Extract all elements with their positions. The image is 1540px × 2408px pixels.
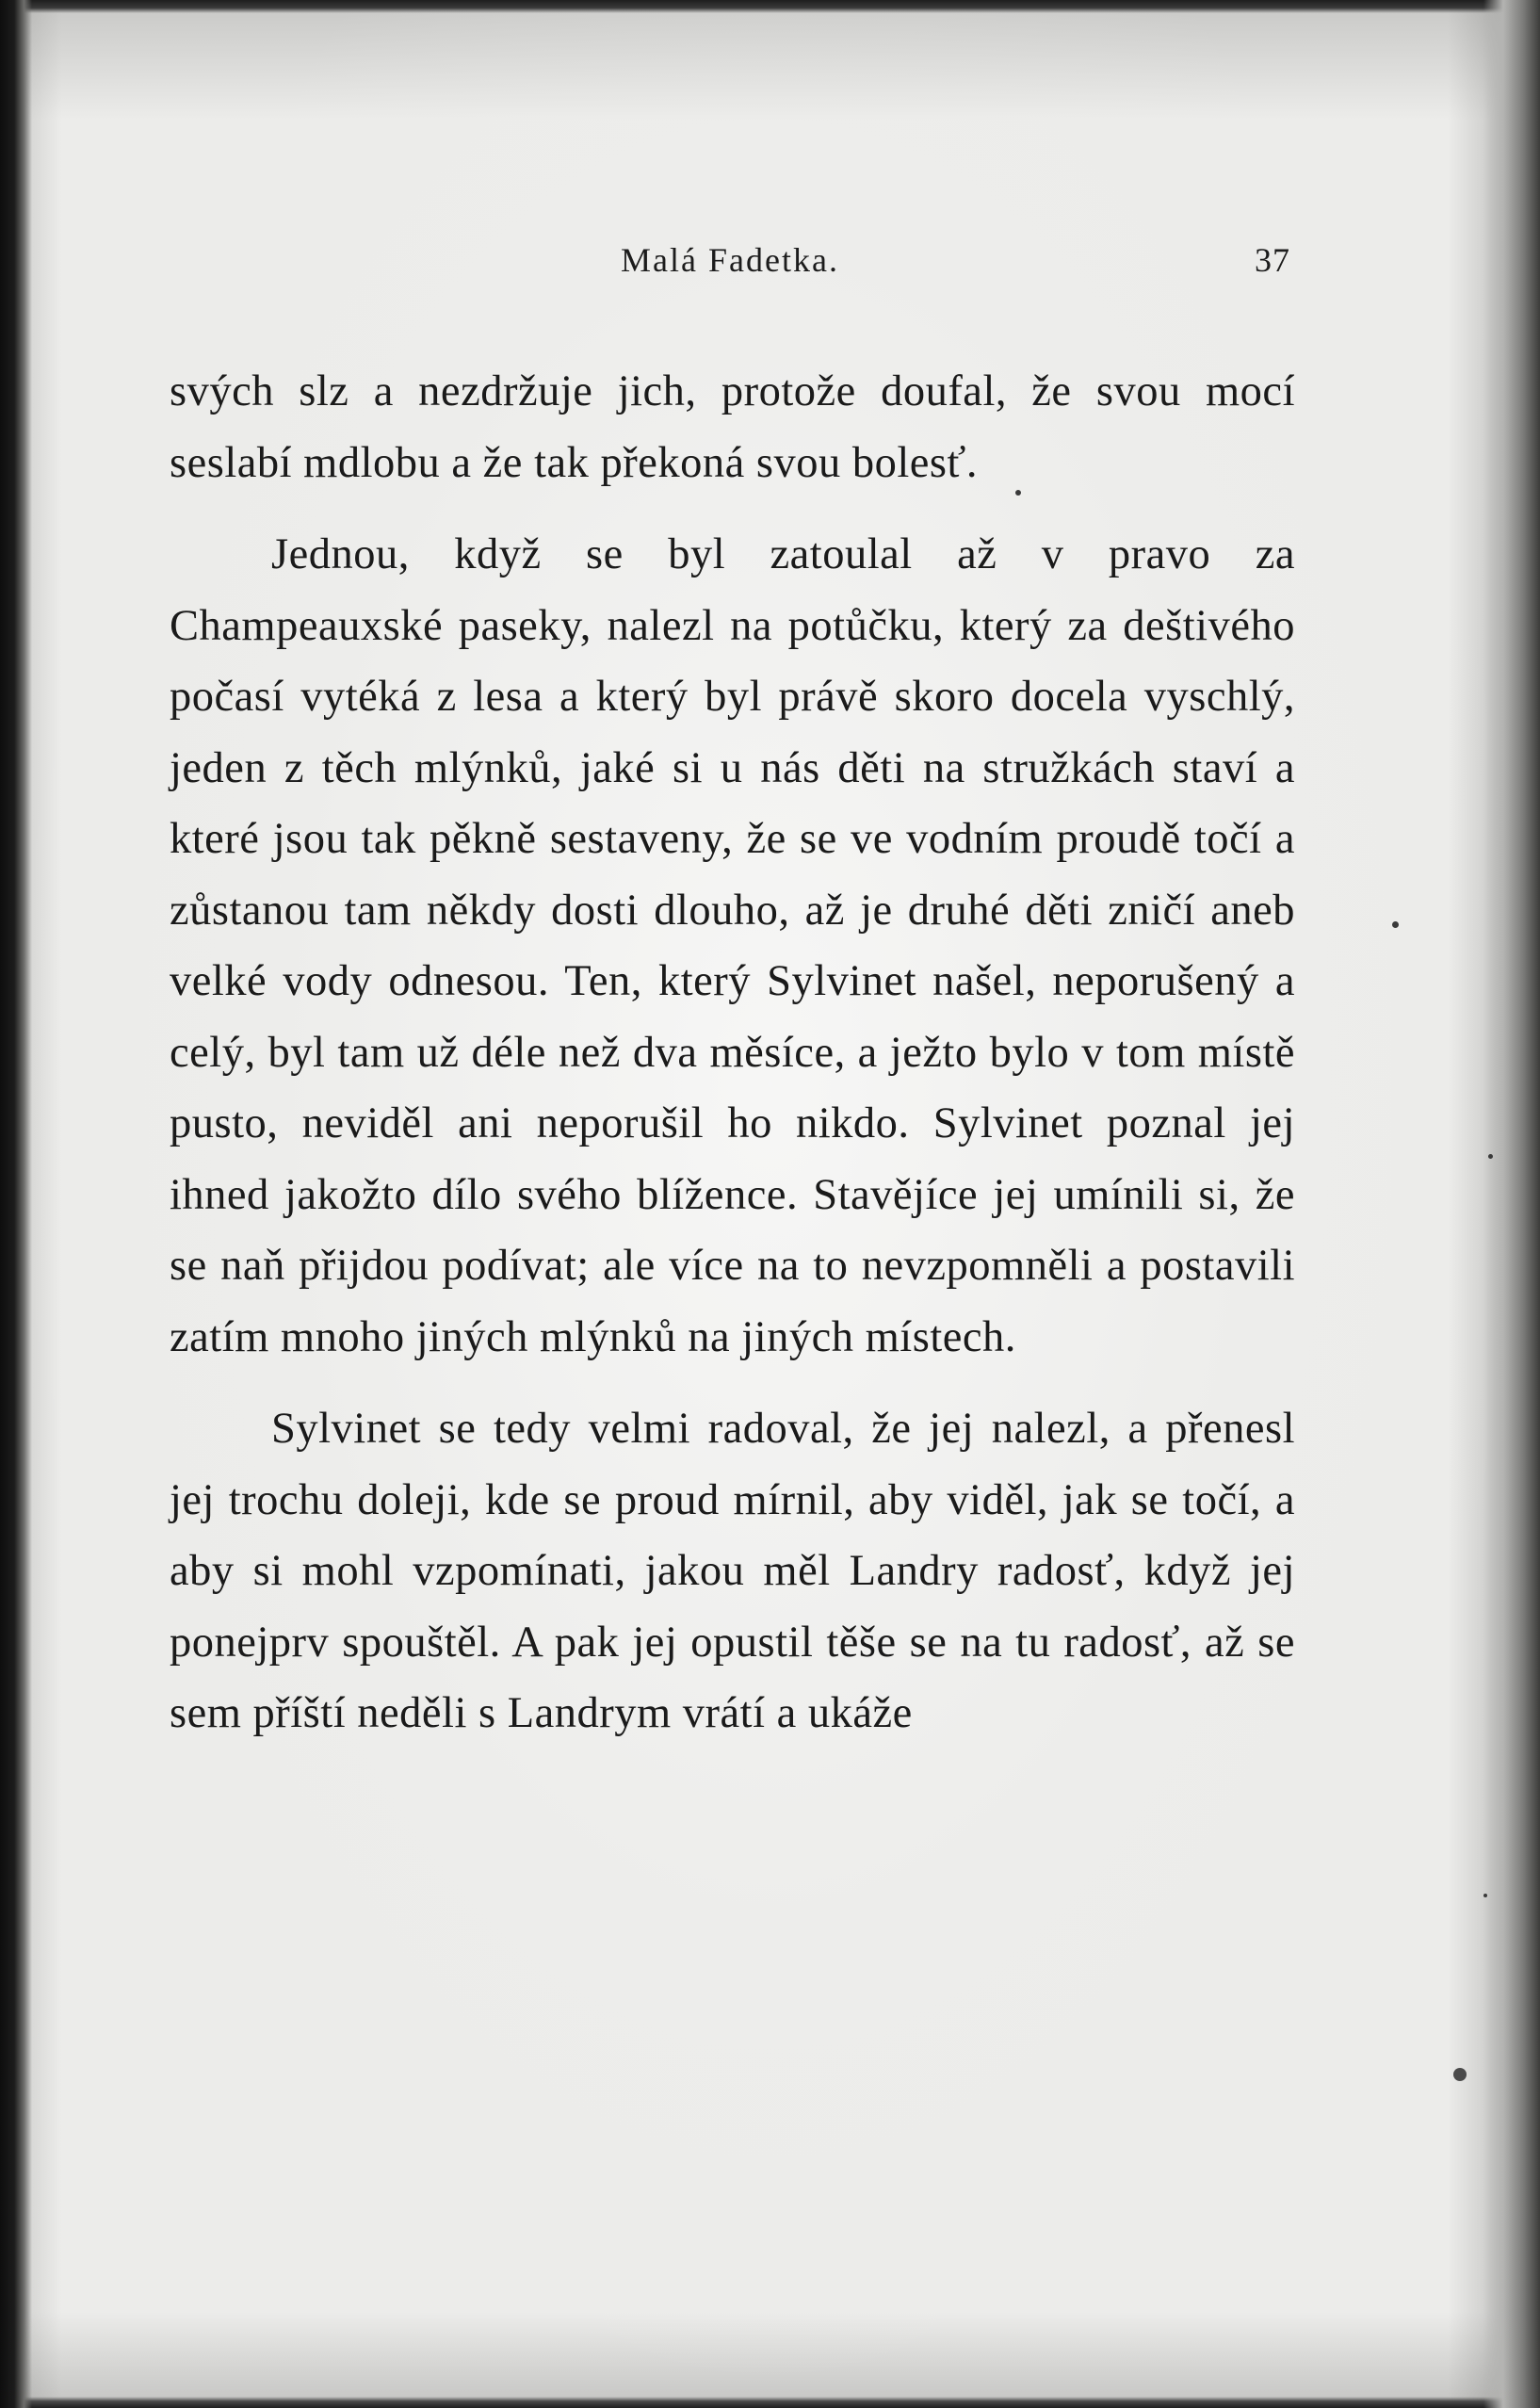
scan-edge-bottom xyxy=(0,2397,1540,2408)
dust-speck xyxy=(1392,921,1399,928)
page-number: 37 xyxy=(1255,241,1290,279)
running-title: Malá Fadetka. xyxy=(621,241,839,279)
paragraph: Jednou, když se byl zatoulal až v pravo za Champeauxské paseky, nalezl na potůčku, který za deštivého počasí vytéká z lesa a který byl právě skoro docela vyschlý, jeden z těch mlýnků, jaké si u nás děti na stružkách staví a které jsou tak pěkně sestaveny, že se ve vodním proudě točí a zůstanou tam někdy dosti dlouho, až je druhé děti zničí aneb velké vody odnesou. Ten, který Sylvinet našel, neporušený a celý, byl tam už déle než dva měsíce, a ježto bylo v tom místě pusto, neviděl ani neporušil ho nikdo. Sylvinet poznal jej ihned jakožto dílo svého blížence. Stavějíce jej umínili si, že se naň přijdou podívat; ale více na to nevzpomněli a postavili zatím mnoho jiných mlýnků na jiných místech. xyxy=(170,530,1295,1361)
scan-edge-right xyxy=(1483,0,1540,2408)
scan-edge-left xyxy=(0,0,32,2408)
dust-speck xyxy=(1483,1894,1487,1897)
dust-speck xyxy=(1453,2068,1467,2081)
page-header xyxy=(170,240,1290,287)
paragraph: Sylvinet se tedy velmi radoval, že jej nalezl, a přenesl jej trochu doleji, kde se proud mírnil, aby viděl, jak se točí, a aby si mohl vzpomínati, jakou měl Landry radosť, když jej ponejprv spouštěl. A pak jej opustil těše se na tu radosť, až se sem příští neděli s Landrym vrátí a ukáže xyxy=(170,1405,1295,1737)
body-text xyxy=(170,356,1295,1749)
scan-edge-top xyxy=(0,0,1540,13)
paragraph-continuation: svých slz a nezdržuje jich, protože doufal, že svou mocí seslabí mdlobu a že tak překoná svou bolesť. xyxy=(170,367,1295,487)
dust-speck xyxy=(1488,1154,1493,1159)
